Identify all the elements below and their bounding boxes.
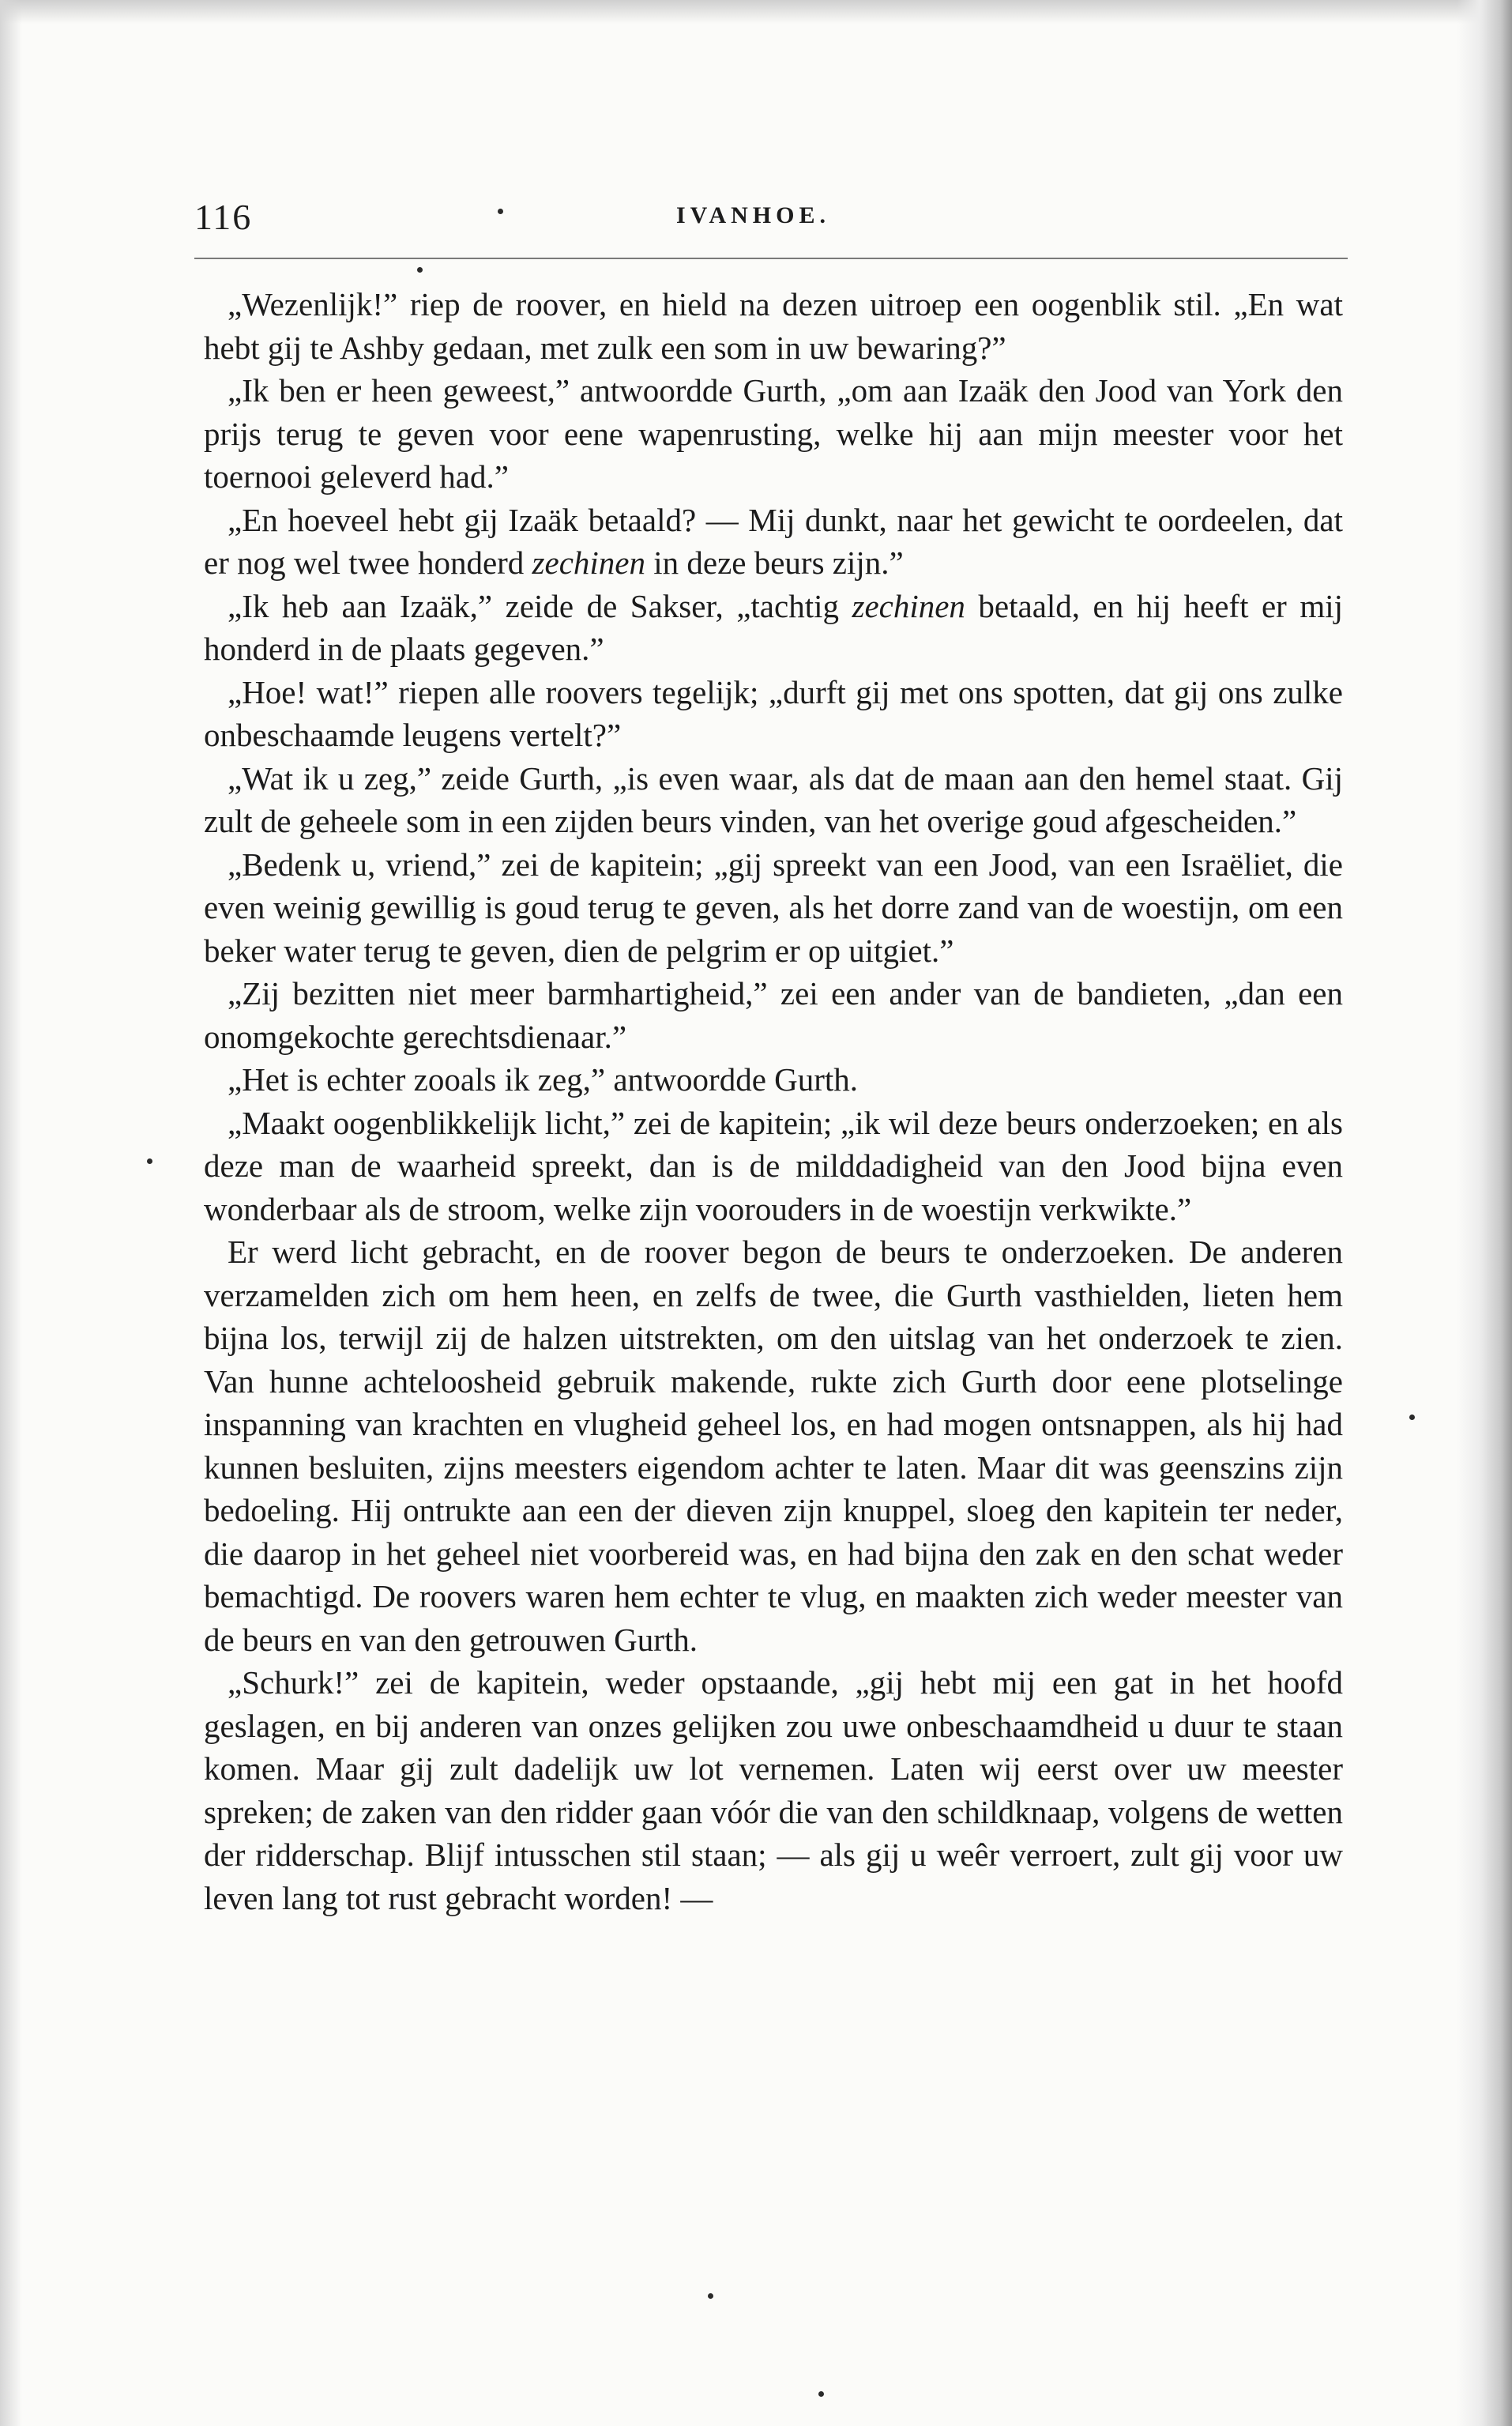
ink-speck — [498, 209, 503, 214]
paragraph: „Ik ben er heen geweest,” antwoordde Gurth, „om aan Izaäk den Jood van York den prijs terug te geven voor eene wapenrusting, welke hij aan mijn meester voor het toernooi geleverd had.” — [204, 372, 1343, 495]
paragraph: „Zij bezitten niet meer barmhartigheid,” zei een ander van de bandieten, „dan een onomgekochte gerechtsdienaar.” — [204, 975, 1343, 1055]
paragraph: „Schurk!” zei de kapitein, weder opstaande, „gij hebt mij een gat in het hoofd geslagen, en bij anderen van onzes gelijken zou uwe onbeschaamdheid u duur te staan komen. Maar gij zult dadelijk uw lot vernemen. Laten wij eerst over uw meester spreken; de zaken van den ridder gaan vóór die van den schildknaap, volgens de wetten der ridderschap. Blijf intusschen stil staan; — als gij u weêr verroert, zult gij voor uw leven lang tot rust gebracht worden! — — [204, 1664, 1343, 1916]
page-shadow-top — [0, 0, 1512, 24]
ink-speck — [818, 2391, 824, 2397]
page-number: 116 — [194, 197, 253, 237]
paragraph: „Hoe! wat!” riepen alle roovers tegelijk; „durft gij met ons spotten, dat gij ons zulke onbeschaamde leugens vertelt?” — [204, 673, 1343, 753]
paragraph: „En hoeveel hebt gij Izaäk betaald? — Mij dunkt, naar het gewicht te oordeelen, dat er nog wel twee honderd zechinen in deze beurs zijn.” — [204, 501, 1343, 581]
ink-speck — [708, 2293, 713, 2299]
paragraph: „Maakt oogenblikkelijk licht,” zei de kapitein; „ik wil deze beurs onderzoeken; en als deze man de waarheid spreekt, dan is de milddadigheid van den Jood bijna even wonderbaar als de stroom, welke zijn voorouders in de woestijn verkwikte.” — [204, 1104, 1343, 1227]
ink-speck — [417, 267, 423, 273]
paragraph: „Bedenk u, vriend,” zei de kapitein; „gij spreekt van een Jood, van een Israëliet, die even weinig gewillig is goud terug te geven, als het dorre zand van de woestijn, om een beker water terug te geven, dien de pelgrim er op uitgiet.” — [204, 846, 1343, 969]
body-text — [204, 283, 1343, 1919]
italic-word: zechinen — [532, 544, 645, 581]
ink-speck — [1409, 1415, 1415, 1420]
paragraph: „Wezenlijk!” riep de roover, en hield na dezen uitroep een oogenblik stil. „En wat hebt gij te Ashby gedaan, met zulk een som in uw bewaring?” — [204, 286, 1343, 366]
header-rule — [194, 258, 1348, 259]
page-header — [194, 196, 1348, 251]
page-shadow-left — [0, 0, 22, 2426]
paragraph: „Ik heb aan Izaäk,” zeide de Sakser, „tachtig zechinen betaald, en hij heeft er mij honderd in de plaats gegeven.” — [204, 587, 1343, 667]
page-shadow-right — [1457, 0, 1512, 2426]
italic-word: zechinen — [852, 587, 965, 624]
ink-speck — [147, 1158, 152, 1164]
paragraph: „Het is echter zooals ik zeg,” antwoordde Gurth. — [228, 1061, 859, 1098]
paragraph: Er werd licht gebracht, en de roover begon de beurs te onderzoeken. De anderen verzamelden zich om hem heen, en zelfs de twee, die Gurth vasthielden, lieten hem bijna los, terwijl zij de halzen uitstrekten, om den uitslag van het onderzoek te zien. Van hunne achteloosheid gebruik makende, rukte zich Gurth door eene plotselinge inspanning van krachten en vlugheid geheel los, en had mogen ontsnappen, als hij had kunnen besluiten, zijns meesters eigendom achter te laten. Maar dit was geenszins zijn bedoeling. Hij ontrukte aan een der dieven zijn knuppel, sloeg den kapitein ter neder, die daarop in het geheel niet voorbereid was, en had bijna den zak en den schat weder bemachtigd. De roovers waren hem echter te vlug, en maakten zich weder meester van de beurs en van den getrouwen Gurth. — [204, 1234, 1343, 1658]
running-title: IVANHOE. — [676, 202, 830, 228]
paragraph: „Wat ik u zeg,” zeide Gurth, „is even waar, als dat de maan aan den hemel staat. Gij zult de geheele som in een zijden beurs vinden, van het overige goud afgescheiden.” — [204, 759, 1343, 839]
